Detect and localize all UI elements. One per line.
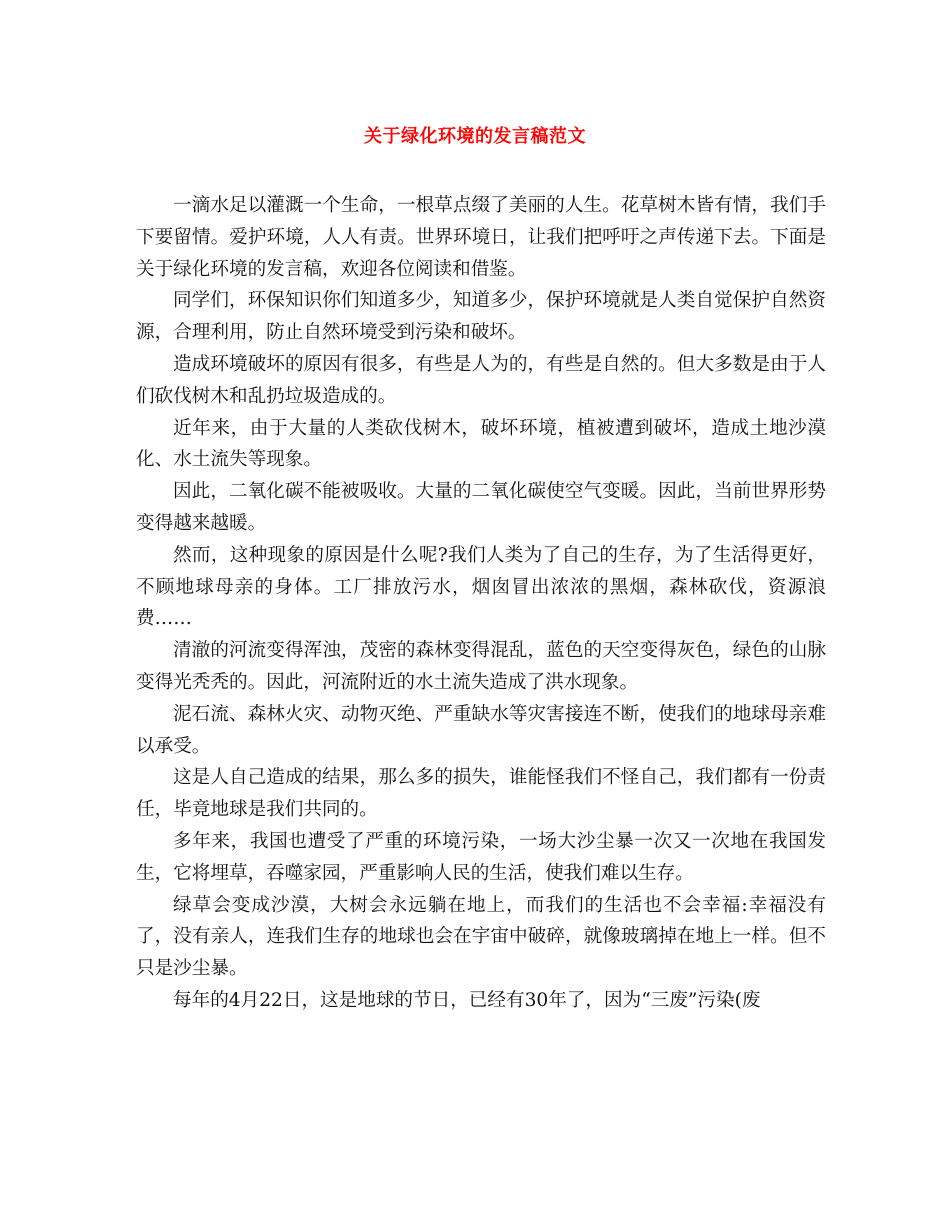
paragraph: 多年来，我国也遭受了严重的环境污染，一场大沙尘暴一次又一次地在我国发生，它将埋草，吞噬家园，严重影响人民的生活，使我们难以生存。 [136, 830, 826, 884]
paragraph: 每年的4月22日，这是地球的节日，已经有30年了，因为“三废”污染(废 [173, 989, 761, 1011]
paragraph: 因此，二氧化碳不能被吸收。大量的二氧化碳使空气变暖。因此，当前世界形势变得越来越暖。 [136, 481, 826, 534]
paragraph: 绿草会变成沙漠，大树会永远躺在地上，而我们的生活也不会幸福:幸福没有了，没有亲人，连我们生存的地球也会在宇宙中破碎，就像玻璃掉在地上一样。但不只是沙尘暴。 [136, 894, 826, 980]
paragraph: 一滴水足以灌溉一个生命，一根草点缀了美丽的人生。花草树木皆有情，我们手下要留情。爱护环境，人人有责。世界环境日，让我们把呼吁之声传递下去。下面是关于绿化环境的发言稿，欢迎各位阅读和借鉴。 [136, 195, 826, 280]
document-title: 关于绿化环境的发言稿范文 [364, 126, 586, 147]
paragraph: 清澈的河流变得浑浊，茂密的森林变得混乱，蓝色的天空变得灰色，绿色的山脉变得光秃秃的。因此，河流附近的水土流失造成了洪水现象。 [136, 640, 826, 693]
paragraph: 造成环境破坏的原因有很多，有些是人为的，有些是自然的。但大多数是由于人们砍伐树木和乱扔垃圾造成的。 [136, 353, 826, 407]
paragraph: 泥石流、森林火灾、动物灭绝、严重缺水等灾害接连不断，使我们的地球母亲难以承受。 [136, 703, 826, 757]
paragraph: 这是人自己造成的结果，那么多的损失，谁能怪我们不怪自己，我们都有一份责任，毕竟地球是我们共同的。 [136, 767, 826, 821]
document-body [136, 190, 826, 1017]
paragraph: 然而，这种现象的原因是什么呢?我们人类为了自己的生存，为了生活得更好，不顾地球母亲的身体。工厂排放污水，烟囱冒出浓浓的黑烟，森林砍伐，资源浪费…… [136, 544, 826, 630]
paragraph: 同学们，环保知识你们知道多少，知道多少，保护环境就是人类自觉保护自然资源，合理利用，防止自然环境受到污染和破坏。 [136, 290, 826, 344]
paragraph: 近年来，由于大量的人类砍伐树木，破坏环境，植被遭到破坏，造成土地沙漠化、水土流失等现象。 [136, 417, 826, 471]
